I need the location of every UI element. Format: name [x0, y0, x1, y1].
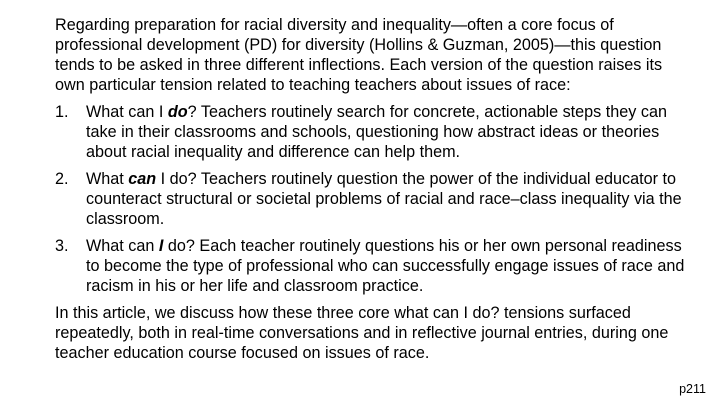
list-number: 1. [55, 103, 69, 121]
list-text-post: ? Teachers routinely search for concrete, actionable steps they can take in their classrooms and schools, questioning how abstract ideas or theories about racial inequality and difference can help them. [86, 103, 667, 161]
conclusion-paragraph: In this article, we discuss how these three core what can I do? tensions surfaced repeatedly, both in real-time conversations and in reflective journal entries, during one teacher education course focused on issues of race. [55, 304, 669, 362]
list-text-emphasis: I [158, 237, 164, 255]
list-number: 3. [55, 237, 69, 255]
list-item-text [86, 236, 685, 296]
list-number: 2. [55, 170, 69, 188]
list-text-post: do? Each teacher routinely questions his or her own personal readiness to become the type of professional who can successfully engage issues of race and racism in his or her life and classroom practice. [86, 237, 685, 295]
list-item-1 [55, 102, 685, 162]
tension-list [55, 102, 685, 296]
list-item-2 [55, 169, 685, 229]
list-item-3 [55, 236, 685, 296]
list-text-pre: What [86, 170, 129, 188]
list-text-post: I do? Teachers routinely question the power of the individual educator to counteract structural or societal problems of racial and race–class inequality via the classroom. [86, 170, 682, 228]
list-text-emphasis: do [167, 103, 188, 121]
list-text-emphasis: can [128, 170, 157, 188]
list-text-pre: What can I [86, 103, 168, 121]
list-item-text [86, 102, 685, 162]
slide-body [55, 15, 685, 370]
intro-paragraph: Regarding preparation for racial diversity and inequality—often a core focus of professional development (PD) for diversity (Hollins & Guzman, 2005)—this question tends to be asked in three different inflections. Each version of the question raises its own particular tension related to teaching teachers about issues of race: [55, 16, 663, 94]
list-text-pre: What can [86, 237, 159, 255]
list-item-text [86, 169, 685, 229]
page-reference: p211 [679, 382, 706, 396]
